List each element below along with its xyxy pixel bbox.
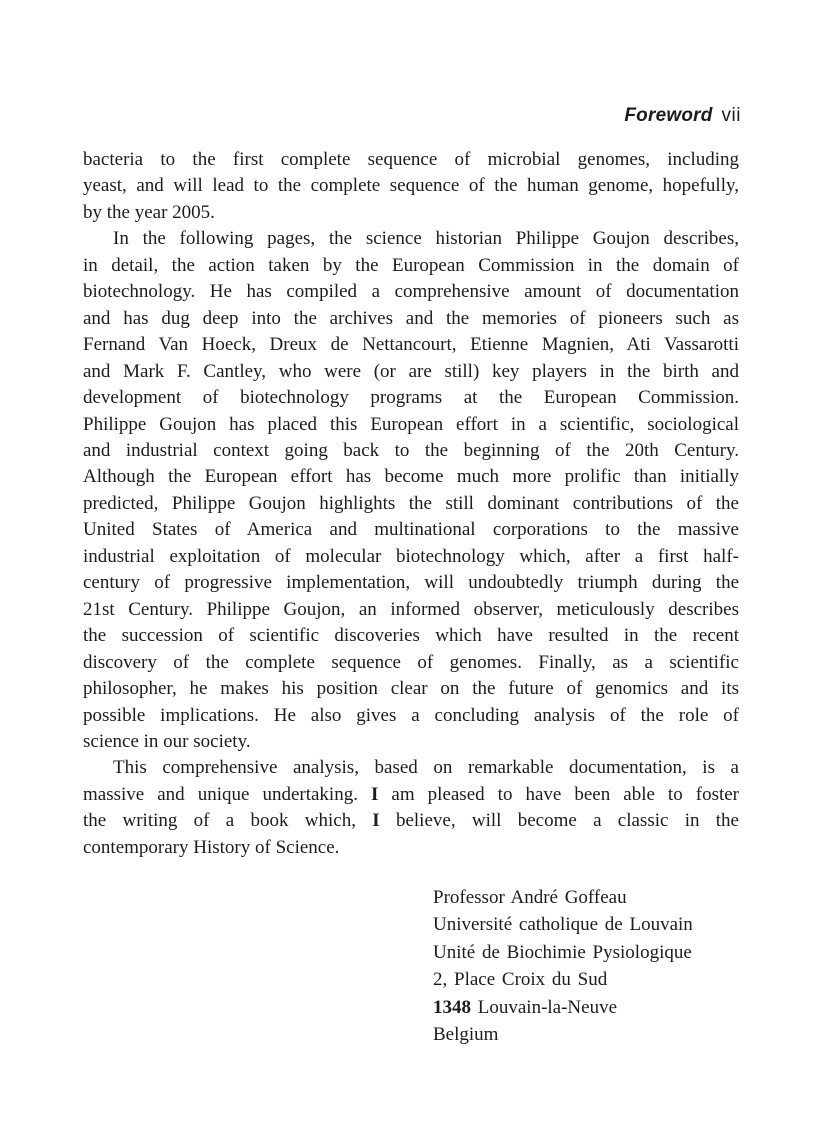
text-line: United States of America and multinational corporations to the massive xyxy=(83,519,739,541)
signature-line: 1348 Louvain-la-Neuve xyxy=(433,996,618,1018)
page-number: vii xyxy=(721,105,741,126)
running-head xyxy=(83,105,741,127)
text-line: possible implications. He also gives a concluding analysis of the role of xyxy=(83,704,739,726)
text-line: by the year 2005. xyxy=(83,201,215,223)
signature-block xyxy=(433,884,693,1048)
text-line: industrial exploitation of molecular biotechnology which, after a first half- xyxy=(83,545,739,567)
text-line: Philippe Goujon has placed this European effort in a scientific, sociological xyxy=(83,413,739,435)
paragraph xyxy=(83,226,739,755)
foreword-body-text xyxy=(83,147,739,861)
text-line: and Mark F. Cantley, who were (or are still) key players in the birth and xyxy=(83,360,739,382)
text-line: and industrial context going back to the beginning of the 20th Century. xyxy=(83,439,739,461)
text-line: 21st Century. Philippe Goujon, an informed observer, meticulously describes xyxy=(83,598,739,620)
text-line: yeast, and will lead to the complete sequence of the human genome, hopefully, xyxy=(83,175,739,197)
text-line: This comprehensive analysis, based on remarkable documentation, is a xyxy=(113,757,739,779)
text-line: contemporary History of Science. xyxy=(83,836,340,858)
text-line: and has dug deep into the archives and the memories of pioneers such as xyxy=(83,307,739,329)
text-line: predicted, Philippe Goujon highlights the still dominant contributions of the xyxy=(83,492,739,514)
signature-line: Université catholique de Louvain xyxy=(433,914,693,936)
signature-line: Unité de Biochimie Pysiologique xyxy=(433,941,692,963)
text-line: bacteria to the first complete sequence of microbial genomes, including xyxy=(83,149,739,170)
text-line: In the following pages, the science historian Philippe Goujon describes, xyxy=(113,228,739,250)
text-line: century of progressive implementation, will undoubtedly triumph during the xyxy=(83,572,739,594)
paragraph xyxy=(83,147,739,226)
text-line: Fernand Van Hoeck, Dreux de Nettancourt, Etienne Magnien, Ati Vassarotti xyxy=(83,334,739,356)
text-line: discovery of the complete sequence of genomes. Finally, as a scientific xyxy=(83,651,739,673)
text-line: in detail, the action taken by the European Commission in the domain of xyxy=(83,254,739,276)
text-line: the writing of a book which, I believe, will become a classic in the xyxy=(83,810,739,832)
signature-line: Belgium xyxy=(433,1024,499,1046)
text-line: biotechnology. He has compiled a comprehensive amount of documentation xyxy=(83,281,739,303)
running-head-title: Foreword xyxy=(624,105,713,126)
signature-line: Professor André Goffeau xyxy=(433,887,627,908)
text-line: the succession of scientific discoveries which have resulted in the recent xyxy=(83,625,739,647)
text-line: science in our society. xyxy=(83,730,251,752)
paragraph xyxy=(83,755,739,861)
text-line: development of biotechnology programs at the European Commission. xyxy=(83,387,739,409)
text-line: philosopher, he makes his position clear on the future of genomics and its xyxy=(83,678,739,700)
text-line: Although the European effort has become much more prolific than initially xyxy=(83,466,739,488)
signature-line: 2, Place Croix du Sud xyxy=(433,969,608,991)
text-line: massive and unique undertaking. I am pleased to have been able to foster xyxy=(83,783,739,805)
